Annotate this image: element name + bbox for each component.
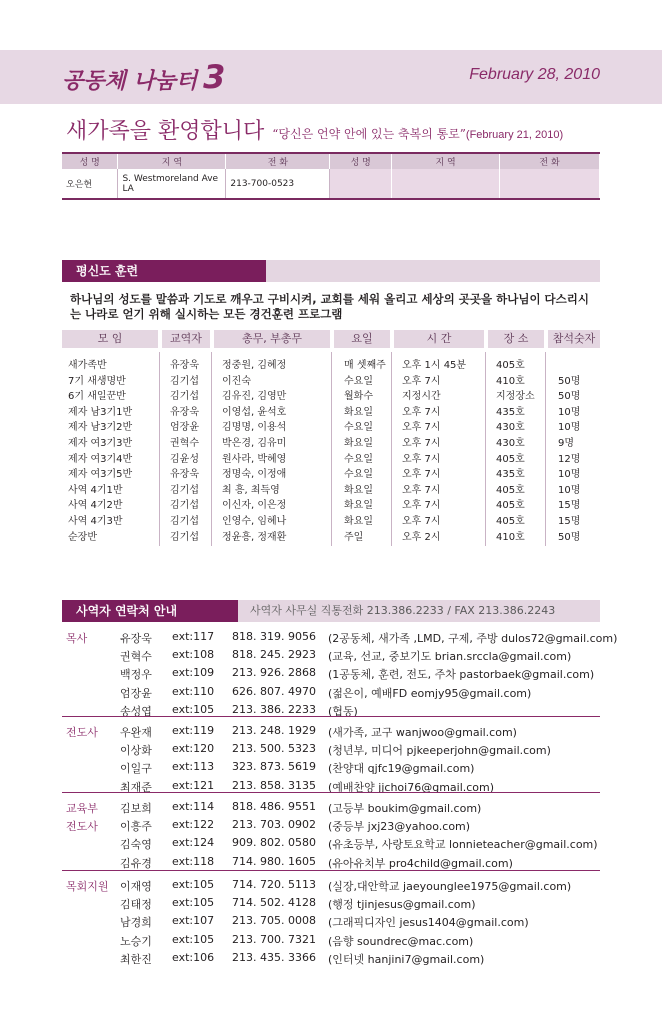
- contact-name: 김보희: [120, 802, 152, 815]
- header-date: February 28, 2010: [469, 66, 600, 83]
- time: 오후 7시: [402, 516, 441, 527]
- room: 405호: [496, 453, 525, 465]
- time: 오후 7시: [402, 469, 441, 481]
- contact-ext: ext:105: [172, 702, 215, 716]
- contact-note: (유초등부, 사랑토요학교 lonnieteacher@gmail.com): [328, 838, 598, 852]
- table-row: [62, 169, 600, 199]
- new-family-header-row: [62, 153, 600, 169]
- contact-phone: 714. 502. 4128: [232, 896, 316, 910]
- column-header: 전 화: [500, 153, 600, 169]
- contact-row: [0, 855, 538, 871]
- attendance: 50명: [558, 375, 581, 387]
- column-header: 지 역: [118, 153, 226, 169]
- contact-row: [0, 836, 598, 852]
- column-header: 전 화: [226, 153, 330, 169]
- attendance: 50명: [558, 531, 581, 543]
- room: 430호: [496, 438, 525, 449]
- table-row: [0, 450, 662, 464]
- day: 월화수: [344, 391, 373, 403]
- time: 오후 7시: [402, 422, 441, 434]
- table-row: [0, 418, 662, 432]
- contact-row: [0, 648, 572, 664]
- contact-note: (청년부, 미디어 pjkeeperjohn@gmail.com): [328, 744, 551, 758]
- time: 오후 7시: [402, 500, 441, 512]
- contact-name: 우완재: [120, 726, 152, 739]
- instructor: 김기섭: [170, 516, 199, 527]
- leaders: 박은경, 김유미: [222, 438, 287, 449]
- office-phone-line: 사역자 사무실 직통전화 213.386.2233 / FAX 213.386.2243: [250, 604, 556, 617]
- contact-phone: 714. 980. 1605: [232, 854, 316, 868]
- contact-note: (고등부 boukim@gmail.com): [328, 802, 482, 815]
- day: 화요일: [344, 438, 373, 449]
- contact-row: [0, 800, 538, 816]
- room: 435호: [496, 406, 525, 418]
- day: 화요일: [344, 406, 373, 418]
- room: 410호: [496, 375, 525, 387]
- attendance: 15명: [558, 516, 581, 527]
- room: 410호: [496, 531, 525, 543]
- contact-note: (교육, 선교, 중보기도 brian.srccla@gmail.com): [328, 650, 572, 664]
- contact-phone: 213. 700. 7321: [232, 932, 316, 946]
- training-intro: 하나님의 성도를 말씀과 기도로 깨우고 구비시켜, 교회를 세워 올리고 세상의 곳곳을 하나님이 다스리시는 나라로 얻기 위해 실시하는 모든 경건훈련 프로그램: [70, 292, 589, 321]
- leaders: 정명숙, 이정애: [222, 469, 287, 481]
- contact-name: 최재준: [120, 780, 152, 794]
- group-divider: [62, 716, 600, 717]
- contact-phone: 213. 386. 2233: [232, 702, 316, 716]
- contact-role: 전도사: [66, 820, 98, 834]
- training-section-title: 평신도 훈련: [62, 260, 266, 282]
- leaders: 최 흥, 최득영: [222, 484, 280, 496]
- contacts-section-title: 사역자 연락처 안내: [62, 600, 238, 622]
- group-name: 사역 4기3반: [68, 516, 123, 527]
- contact-ext: ext:120: [172, 742, 215, 756]
- table-row: [0, 434, 662, 448]
- contact-ext: ext:105: [172, 896, 215, 910]
- contact-name: 백정우: [120, 668, 152, 682]
- contact-ext: ext:119: [172, 724, 215, 737]
- instructor: 김기섭: [170, 375, 199, 387]
- leaders: 이진숙: [222, 375, 251, 387]
- room: 405호: [496, 500, 525, 512]
- contact-note: (음향 soundrec@mac.com): [328, 934, 474, 948]
- table-row: [0, 496, 662, 510]
- contact-ext: ext:106: [172, 950, 215, 964]
- group-name: 제자 여3기3반: [68, 438, 133, 449]
- contact-note: (새가족, 교구 wanjwoo@gmail.com): [328, 726, 517, 739]
- column-header: 총무, 부총무: [214, 330, 330, 348]
- instructor: 유장욱: [170, 360, 199, 371]
- attendance: 10명: [558, 484, 581, 496]
- contact-name: 송성엽: [120, 704, 152, 718]
- instructor: 김기섭: [170, 500, 199, 512]
- table-row: [0, 387, 662, 401]
- room: 405호: [496, 360, 525, 371]
- contact-phone: 213. 703. 0902: [232, 818, 316, 832]
- attendance: 10명: [558, 406, 581, 418]
- contact-note: (예배찬양 jjchoi76@gmail.com): [328, 780, 495, 794]
- time: 오후 7시: [402, 406, 441, 418]
- group-name: 순장반: [68, 531, 97, 543]
- column-header: 지 역: [392, 153, 500, 169]
- contact-phone: 213. 858. 3135: [232, 778, 316, 792]
- attendance: 15명: [558, 500, 581, 512]
- group-name: 7기 새생명반: [68, 375, 126, 387]
- column-header: 장 소: [488, 330, 544, 348]
- contact-row: [0, 933, 538, 949]
- contact-row: [0, 878, 572, 894]
- contact-role: 전도사: [66, 726, 98, 739]
- contact-name: 권혁수: [120, 650, 152, 664]
- day: 수요일: [344, 469, 373, 481]
- contact-note: (그래픽디자인 jesus1404@gmail.com): [328, 916, 529, 930]
- contact-note: (중등부 jxj23@yahoo.com): [328, 820, 471, 834]
- room: 405호: [496, 516, 525, 527]
- empty-cell: [500, 169, 600, 199]
- time: 지정시간: [402, 391, 441, 403]
- table-row: [0, 465, 662, 479]
- contact-note: (유아유치부 pro4child@gmail.com): [328, 856, 513, 870]
- contact-row: [0, 630, 618, 646]
- contact-name: 최한진: [120, 952, 152, 966]
- column-header: 교역자: [162, 330, 210, 348]
- contact-name: 유장욱: [120, 632, 152, 645]
- contact-note: (찬양대 qjfc19@gmail.com): [328, 762, 475, 776]
- day: 수요일: [344, 375, 373, 387]
- day: 화요일: [344, 500, 373, 512]
- contact-ext: ext:122: [172, 818, 215, 832]
- contact-ext: ext:121: [172, 778, 215, 792]
- group-name: 6기 새일꾼반: [68, 391, 126, 403]
- welcome-subtitle-date: (February 21, 2010): [465, 129, 564, 141]
- section-title: [62, 58, 225, 96]
- member-phone: 213-700-0523: [226, 169, 330, 199]
- table-row: [0, 356, 662, 370]
- welcome-heading: [66, 114, 563, 145]
- section-label: 공동체 나눔터: [62, 69, 198, 94]
- contact-role: 목사: [66, 632, 88, 645]
- attendance: 10명: [558, 422, 581, 434]
- leaders: 원사라, 박혜영: [222, 453, 287, 465]
- column-header: 참석숫자: [548, 330, 600, 348]
- contact-ext: ext:109: [172, 666, 215, 680]
- contact-phone: 213. 705. 0008: [232, 914, 316, 928]
- contact-note: (행정 tjinjesus@gmail.com): [328, 898, 476, 912]
- day: 화요일: [344, 484, 373, 496]
- contact-row: [0, 685, 538, 701]
- contact-name: 김태정: [120, 898, 152, 912]
- table-row: [0, 512, 662, 526]
- table-row: [0, 403, 662, 417]
- attendance: 50명: [558, 391, 581, 403]
- leaders: 정중원, 김혜정: [222, 360, 287, 371]
- training-section-bar: [62, 260, 600, 282]
- attendance: 10명: [558, 469, 581, 481]
- day: 수요일: [344, 422, 373, 434]
- group-name: 제자 여3기4반: [68, 453, 133, 465]
- contact-row: [0, 742, 551, 758]
- leaders: 이영섭, 윤석호: [222, 406, 287, 418]
- contact-row: [0, 896, 538, 912]
- member-name: 오은현: [62, 169, 118, 199]
- contact-name: 이상화: [120, 744, 152, 758]
- group-divider: [62, 870, 600, 871]
- contact-ext: ext:105: [172, 878, 215, 891]
- contact-name: 김숙영: [120, 838, 152, 852]
- contact-role: 교육부: [66, 802, 98, 815]
- table-row: [0, 528, 662, 542]
- instructor: 김기섭: [170, 484, 199, 496]
- contact-ext: ext:124: [172, 836, 215, 850]
- room: 430호: [496, 422, 525, 434]
- time: 오후 7시: [402, 375, 441, 387]
- contact-phone: 213. 248. 1929: [232, 724, 316, 737]
- group-name: 제자 남3기1반: [68, 406, 133, 418]
- contact-name: 이재영: [120, 880, 152, 893]
- group-name: 제자 여3기5반: [68, 469, 133, 481]
- column-header: 성 명: [330, 153, 392, 169]
- instructor: 엄장윤: [170, 422, 199, 434]
- group-name: 제자 남3기2반: [68, 422, 133, 434]
- empty-cell: [330, 169, 392, 199]
- contact-note: (젊은이, 예배FD eomjy95@gmail.com): [328, 686, 532, 700]
- instructor: 김기섭: [170, 531, 199, 543]
- instructor: 유장욱: [170, 406, 199, 418]
- contact-name: 엄장윤: [120, 686, 152, 700]
- day: 화요일: [344, 516, 373, 527]
- day: 주일: [344, 531, 364, 543]
- leaders: 정윤흥, 정재환: [222, 531, 287, 543]
- time: 오후 7시: [402, 484, 441, 496]
- day: 매 셋째주: [344, 360, 386, 371]
- contact-ext: ext:114: [172, 800, 215, 813]
- attendance: 9명: [558, 438, 575, 449]
- welcome-subtitle: “당신은 언약 안에 있는 축복의 통로”: [272, 127, 466, 141]
- contact-ext: ext:110: [172, 684, 215, 698]
- contact-row: [0, 760, 538, 776]
- contact-name: 이흥주: [120, 820, 152, 834]
- contact-note: (1공동체, 훈련, 전도, 주차 pastorbaek@gmail.com): [328, 668, 595, 682]
- attendance: 12명: [558, 453, 581, 465]
- day: 수요일: [344, 453, 373, 465]
- column-header: 시 간: [394, 330, 484, 348]
- contact-phone: 213. 500. 5323: [232, 742, 316, 756]
- contact-row: [0, 724, 538, 740]
- contact-row: [0, 818, 538, 834]
- leaders: 인영수, 임혜나: [222, 516, 287, 527]
- contact-name: 이일구: [120, 762, 152, 776]
- time: 오후 7시: [402, 438, 441, 449]
- contact-phone: 818. 486. 9551: [232, 800, 316, 813]
- contact-ext: ext:105: [172, 932, 215, 946]
- room: 지정장소: [496, 391, 535, 403]
- contact-name: 김유경: [120, 856, 152, 870]
- time: 오후 2시: [402, 531, 441, 543]
- time: 오후 1시 45분: [402, 360, 467, 371]
- contact-phone: 714. 720. 5113: [232, 878, 316, 891]
- contact-ext: ext:107: [172, 914, 215, 928]
- contact-note: (협동): [328, 704, 358, 718]
- contact-row: [0, 914, 538, 930]
- column-header: 요일: [334, 330, 390, 348]
- contact-phone: 213. 926. 2868: [232, 666, 316, 680]
- leaders: 김명명, 이용석: [222, 422, 287, 434]
- group-name: 사역 4기1반: [68, 484, 123, 496]
- contact-ext: ext:113: [172, 760, 215, 774]
- contact-row: [0, 951, 538, 967]
- group-name: 새가족반: [68, 360, 107, 371]
- contact-ext: ext:118: [172, 854, 215, 868]
- group-divider: [62, 792, 600, 793]
- contact-note: (실장,대안학교 jaeyounglee1975@gmail.com): [328, 880, 572, 893]
- contact-phone: 626. 807. 4970: [232, 684, 316, 698]
- instructor: 김기섭: [170, 391, 199, 403]
- contact-ext: ext:108: [172, 648, 215, 662]
- leaders: 이신자, 이은정: [222, 500, 287, 512]
- table-row: [0, 481, 662, 495]
- empty-cell: [392, 169, 500, 199]
- column-header: 성 명: [62, 153, 118, 169]
- contact-row: [0, 666, 595, 682]
- contact-ext: ext:117: [172, 630, 215, 643]
- contact-note: (2공동체, 새가족 ,LMD, 구제, 주방 dulos72@gmail.com): [328, 632, 618, 645]
- group-name: 사역 4기2반: [68, 500, 123, 512]
- room: 405호: [496, 484, 525, 496]
- column-header: 모 임: [62, 330, 158, 348]
- instructor: 유장욱: [170, 469, 199, 481]
- time: 오후 7시: [402, 453, 441, 465]
- contact-phone: 213. 435. 3366: [232, 950, 316, 964]
- instructor: 권혁수: [170, 438, 199, 449]
- contact-phone: 818. 245. 2923: [232, 648, 316, 662]
- contact-phone: 909. 802. 0580: [232, 836, 316, 850]
- contact-note: (인터넷 hanjini7@gmail.com): [328, 952, 485, 966]
- contact-phone: 818. 319. 9056: [232, 630, 316, 643]
- section-number: 3: [203, 58, 226, 96]
- member-area: S. Westmoreland Ave LA: [118, 169, 226, 199]
- contact-role: 목회지원: [66, 880, 109, 893]
- contact-name: 노승기: [120, 934, 152, 948]
- new-family-table: [62, 152, 600, 200]
- leaders: 김유진, 김영만: [222, 391, 287, 403]
- welcome-title: 새가족을 환영합니다: [66, 119, 265, 144]
- instructor: 김윤성: [170, 453, 199, 465]
- room: 435호: [496, 469, 525, 481]
- table-row: [0, 372, 662, 386]
- contact-phone: 323. 873. 5619: [232, 760, 316, 774]
- contact-name: 남경희: [120, 916, 152, 930]
